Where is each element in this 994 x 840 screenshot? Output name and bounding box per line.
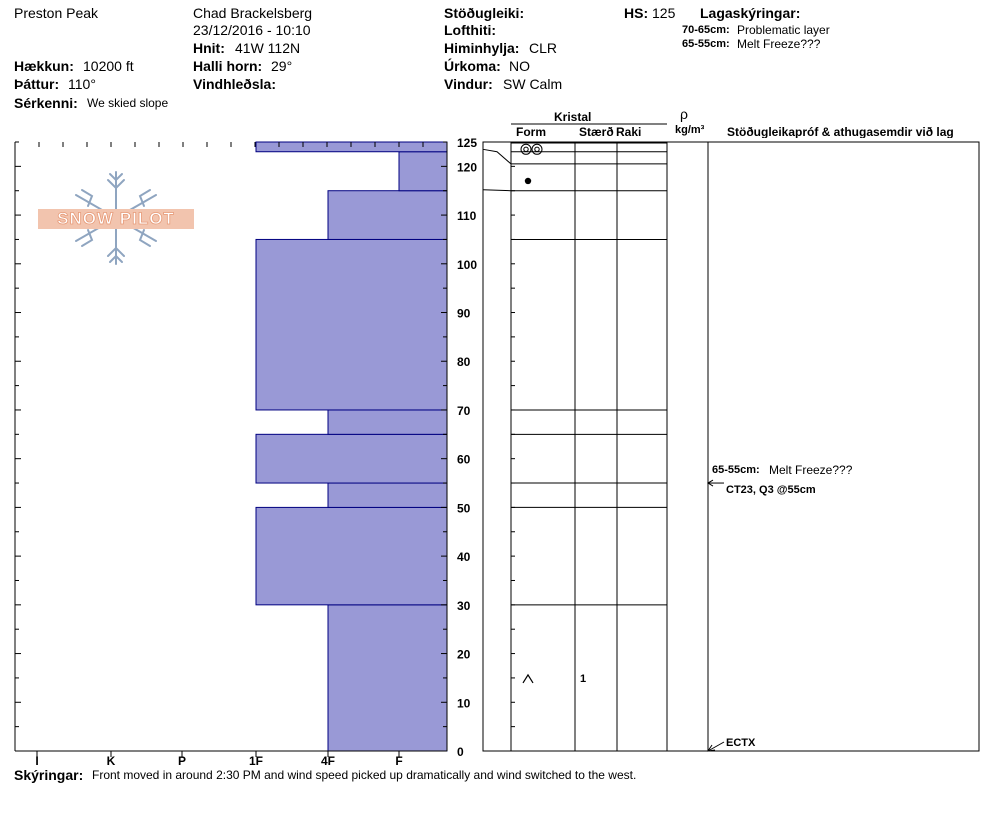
precip-label: Úrkoma:: [444, 58, 501, 74]
hardness-bar: [256, 239, 447, 410]
features-value: We skied slope: [87, 96, 169, 110]
crystal-header: Kristal: [554, 110, 592, 124]
stability-label: Stöðugleiki:: [444, 5, 525, 21]
y-tick-label: 120: [457, 160, 478, 175]
x-tick-label: 1F: [248, 754, 264, 768]
hardness-bar: [328, 483, 447, 507]
hardness-bar: [328, 605, 447, 751]
hardness-bar: [328, 410, 447, 434]
stability-test-mid: CT23, Q3 @55cm: [726, 484, 816, 496]
x-tick-label: I: [35, 754, 39, 768]
y-tick-label: 70: [457, 403, 471, 418]
logo-text: SNOW PILOT: [38, 209, 194, 229]
y-tick-label: 40: [457, 550, 471, 565]
hardness-bar: [399, 152, 447, 191]
y-tick-label: 100: [457, 257, 478, 272]
wind-value: SW Calm: [503, 76, 563, 92]
melt-form-icon: [532, 144, 542, 154]
hardness-bar: [256, 434, 447, 483]
footer-label: Skýringar:: [14, 767, 84, 783]
y-tick-label: 20: [457, 647, 471, 662]
y-tick-label: 30: [457, 598, 471, 613]
layer-note-1-depth: 70-65cm:: [682, 24, 730, 36]
elevation-value: 10200 ft: [83, 58, 134, 74]
melt-form-icon: [524, 147, 528, 151]
y-tick-label: 60: [457, 452, 471, 467]
profile-table-frame: [483, 142, 979, 751]
layer-note-depth-annotation: 65-55cm:: [712, 464, 760, 476]
density-symbol: ρ: [680, 106, 688, 122]
location-name: Preston Peak: [14, 5, 99, 21]
hs-value: 125: [652, 5, 676, 21]
x-tick-label: 4F: [320, 754, 336, 768]
sky-label: Himinhylja:: [444, 40, 520, 56]
hardness-bar: [328, 191, 447, 240]
melt-form-icon: [535, 147, 539, 151]
density-unit: kg/m³: [675, 124, 705, 136]
layer-connector: [483, 149, 511, 164]
elevation-label: Hækkun:: [14, 58, 74, 74]
observer-name: Chad Brackelsberg: [193, 5, 313, 21]
precip-value: NO: [509, 58, 530, 74]
y-tick-label: 10: [457, 696, 471, 711]
observation-datetime: 23/12/2016 - 10:10: [193, 22, 311, 38]
layer-connector: [483, 190, 511, 191]
form-header: Form: [516, 125, 546, 139]
melt-freeze-crust-icon: [525, 178, 531, 184]
aspect-label: Þáttur:: [14, 76, 60, 92]
layer-note-2-text: Melt Freeze???: [737, 37, 821, 51]
slope-value: 29°: [271, 58, 293, 74]
wind-loading-label: Vindhleðsla:: [193, 76, 276, 92]
melt-form-icon: [521, 144, 531, 154]
x-tick-label: K: [106, 754, 116, 768]
size-header: Stærð: [579, 126, 614, 138]
x-tick-label: P: [177, 754, 187, 768]
stability-notes-header: Stöðugleikapróf & athugasemdir við lag: [727, 126, 954, 138]
stability-test-bottom: ECTX: [726, 737, 756, 749]
coords-value: 41W 112N: [235, 40, 301, 56]
coords-label: Hnit:: [193, 40, 225, 56]
moisture-header: Raki: [616, 125, 642, 139]
y-tick-label: 125: [457, 136, 478, 150]
footer-text: Front moved in around 2:30 PM and wind speed picked up dramatically and wind switched to the west.: [92, 768, 637, 782]
sky-value: CLR: [529, 40, 558, 56]
depth-hoar-icon: [523, 675, 533, 683]
hardness-bar: [256, 507, 447, 604]
slope-label: Halli horn:: [193, 58, 263, 74]
hs-label: HS:: [624, 5, 649, 21]
features-label: Sérkenni:: [14, 95, 78, 111]
crystal-size-label: 1: [580, 672, 587, 685]
x-tick-label: F: [395, 754, 403, 768]
y-tick-label: 80: [457, 355, 471, 370]
layers-title: Lagaskýringar:: [700, 5, 801, 21]
layer-note-2-depth: 65-55cm:: [682, 38, 730, 50]
air-temp-label: Lofthiti:: [444, 22, 497, 38]
y-tick-label: 90: [457, 306, 471, 321]
layer-note-1-text: Problematic layer: [737, 23, 830, 37]
wind-label: Vindur:: [444, 76, 493, 92]
aspect-value: 110°: [68, 76, 96, 92]
y-tick-label: 50: [457, 501, 471, 516]
layer-note-text-annotation: Melt Freeze???: [769, 463, 853, 477]
y-tick-label: 110: [457, 209, 477, 224]
y-tick-label: 0: [457, 745, 464, 759]
